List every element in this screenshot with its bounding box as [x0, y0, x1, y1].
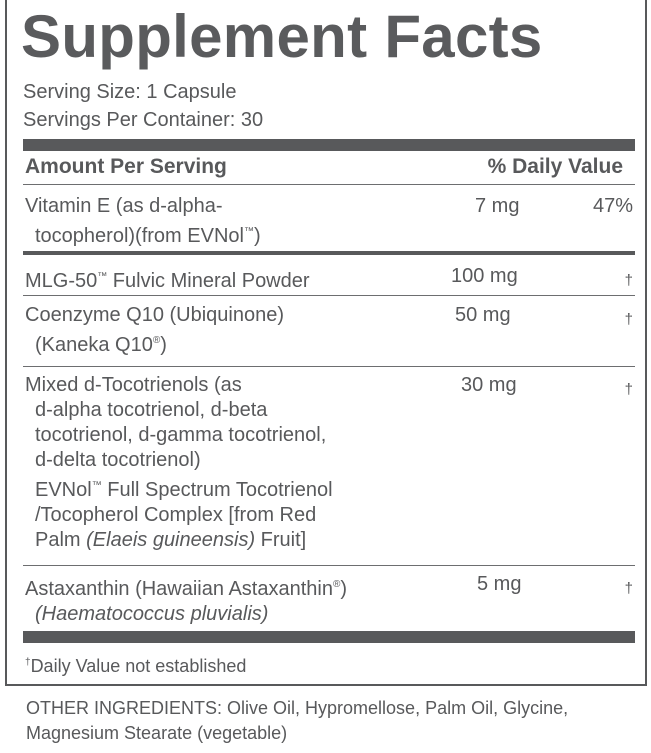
divider-rule [23, 565, 635, 566]
servings-per-container: Servings Per Container: 30 [23, 109, 264, 131]
nutrient-amount: 5 mg [477, 573, 522, 595]
nutrient-daily-value: † [624, 311, 633, 328]
nutrient-daily-value: † [624, 580, 633, 597]
nutrient-amount: 30 mg [461, 374, 517, 396]
divider-thick [23, 139, 635, 151]
panel-title: Supplement Facts [21, 3, 543, 70]
nutrient-daily-value: 47% [592, 195, 633, 217]
nutrient-name: Mixed d-Tocotrienols (as d-alpha tocotrienol, d-beta tocotrienol, d-gamma tocotrienol, d-delta tocotrienol) EVNol™ Full Spectrum Tocotrienol /Tocopherol Complex [from Red Palm (Elaeis guineensis) Fruit] [25, 374, 333, 551]
nutrient-amount: 100 mg [451, 265, 518, 287]
divider-rule [23, 366, 635, 367]
divider-rule [23, 295, 635, 296]
amount-per-serving-header: Amount Per Serving [25, 155, 227, 178]
nutrient-amount: 7 mg [475, 195, 520, 217]
nutrient-daily-value: † [624, 381, 633, 398]
footnote: †Daily Value not established [25, 656, 247, 676]
nutrient-daily-value: † [624, 272, 633, 289]
nutrient-name: MLG-50™ Fulvic Mineral Powder [25, 270, 310, 292]
nutrient-amount: 50 mg [455, 304, 511, 326]
other-ingredients: OTHER INGREDIENTS: Olive Oil, Hypromellose, Palm Oil, Glycine, Magnesium Stearate (vegetable) [26, 698, 569, 743]
serving-size: Serving Size: 1 Capsule [23, 81, 237, 103]
divider-medium [23, 251, 635, 255]
divider-thick [23, 631, 635, 643]
divider-rule [23, 184, 635, 185]
daily-value-header: % Daily Value [487, 155, 623, 178]
supplement-facts-panel [5, 0, 647, 686]
nutrient-name: Coenzyme Q10 (Ubiquinone) (Kaneka Q10®) [25, 304, 285, 356]
nutrient-name: Vitamin E (as d-alpha- tocopherol)(from EVNol™) [25, 195, 261, 247]
nutrient-name: Astaxanthin (Hawaiian Astaxanthin®) (Haematococcus pluvialis) [25, 578, 348, 625]
